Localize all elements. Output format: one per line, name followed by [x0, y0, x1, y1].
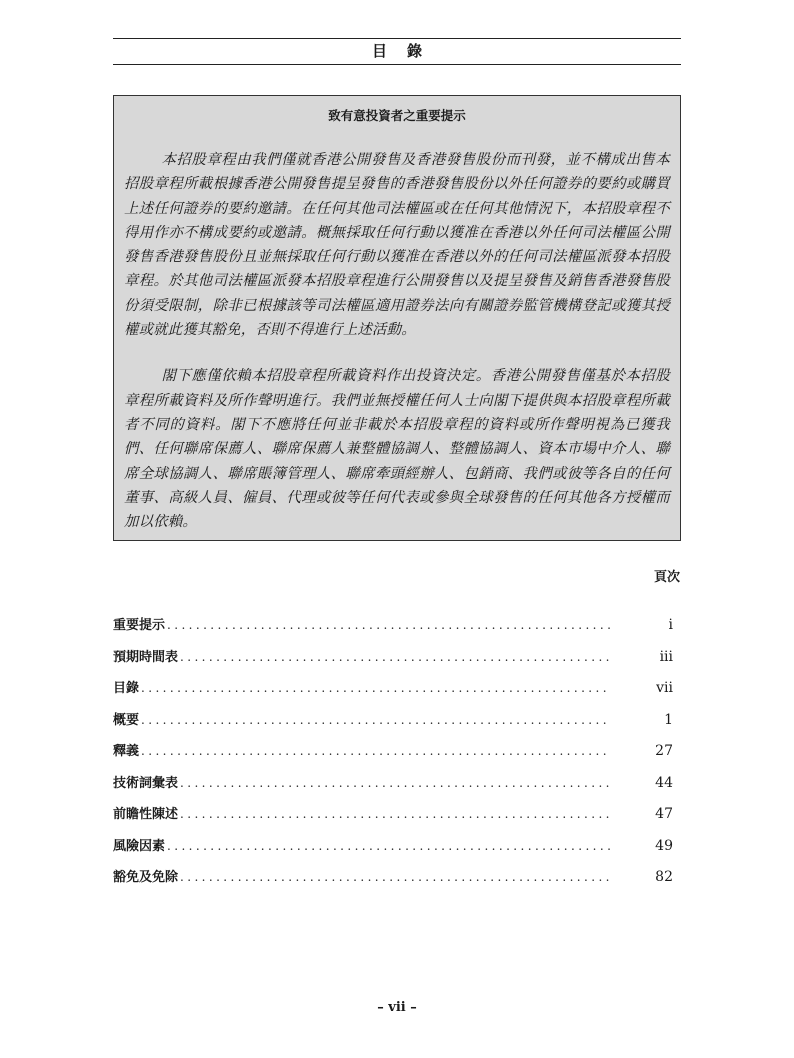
toc-entry[interactable] [113, 709, 673, 741]
toc-leader-dots [180, 870, 611, 884]
toc-entry-page: iii [659, 648, 673, 665]
table-of-contents [113, 614, 673, 898]
notice-paragraph: 閣下應僅依賴本招股章程所載資料作出投資決定。香港公開發售僅基於本招股章程所載資料及所作聲明進行。我們並無授權任何人士向閣下提供與本招股章程所載者不同的資料。閣下不應將任何並非載於本招股章程的資料或所作聲明視為已獲我們、任何聯席保薦人、聯席保薦人兼整體協調人、整體協調人、資本市場中介人、聯席全球協調人、聯席賬簿管理人、聯席牽頭經辦人、包銷商、我們或彼等各自的任何董事、高級人員、僱員、代理或彼等任何代表或參與全球發售的任何其他各方授權而加以依賴。 [124, 368, 670, 531]
toc-entry-page: 44 [655, 774, 673, 791]
toc-entry[interactable] [113, 772, 673, 804]
toc-entry-page: 82 [655, 869, 673, 885]
toc-entry-title: 目錄 [113, 681, 140, 696]
toc-entry-page: 1 [664, 711, 673, 728]
toc-entry-title: 概要 [113, 712, 140, 728]
page-number-footer: – vii – [377, 1000, 417, 1015]
toc-leader-dots [167, 839, 611, 853]
page-header [113, 38, 681, 65]
page-title: 目錄 [371, 42, 442, 60]
toc-leader-dots [167, 618, 611, 632]
toc-entry[interactable] [113, 835, 673, 867]
toc-leader-dots [141, 744, 611, 758]
notice-title: 致有意投資者之重要提示 [328, 108, 466, 123]
toc-leader-dots [141, 681, 611, 695]
toc-entry-title: 前瞻性陳述 [113, 807, 179, 822]
toc-leader-dots [180, 776, 611, 790]
toc-entry[interactable] [113, 866, 673, 898]
toc-leader-dots [180, 807, 611, 821]
toc-entry-page: 27 [655, 743, 673, 759]
toc-entry-title: 風險因素 [113, 838, 166, 854]
toc-entry-title: 豁免及免除 [113, 870, 179, 885]
toc-entry[interactable] [113, 677, 673, 709]
toc-entry-title: 釋義 [113, 744, 140, 759]
toc-entry-page: i [668, 617, 673, 633]
toc-entry-title: 技術詞彙表 [113, 775, 179, 791]
page-column-label: 頁次 [653, 570, 680, 585]
toc-entry-page: 49 [655, 837, 673, 854]
toc-entry[interactable] [113, 740, 673, 772]
toc-entry-page: 47 [655, 806, 673, 822]
toc-entry-page: vii [656, 680, 673, 696]
toc-entry[interactable] [113, 646, 673, 678]
important-notice-box [113, 95, 681, 541]
toc-entry[interactable] [113, 614, 673, 646]
toc-leader-dots [180, 650, 611, 664]
toc-leader-dots [141, 713, 611, 727]
toc-entry-title: 預期時間表 [113, 649, 179, 665]
notice-paragraph: 本招股章程由我們僅就香港公開發售及香港發售股份而刊發，並不構成出售本招股章程所載根據香港公開發售提呈發售的香港發售股份以外任何證券的要約或購買上述任何證券的要約邀請。在任何其他司法權區或在任何其他情況下，本招股章程不得用作亦不構成要約或邀請。概無採取任何行動以獲准在香港以外任何司法權區公開發售香港發售股份且並無採取任何行動以獲准在香港以外的任何司法權區派發本招股章程。於其他司法權區派發本招股章程進行公開發售以及提呈發售及銷售香港發售股份須受限制，除非已根據該等司法權區適用證券法向有關證券監管機構登記或獲其授權或就此獲其豁免，否則不得進行上述活動。 [124, 152, 670, 339]
toc-entry-title: 重要提示 [113, 618, 166, 633]
toc-entry[interactable] [113, 803, 673, 835]
